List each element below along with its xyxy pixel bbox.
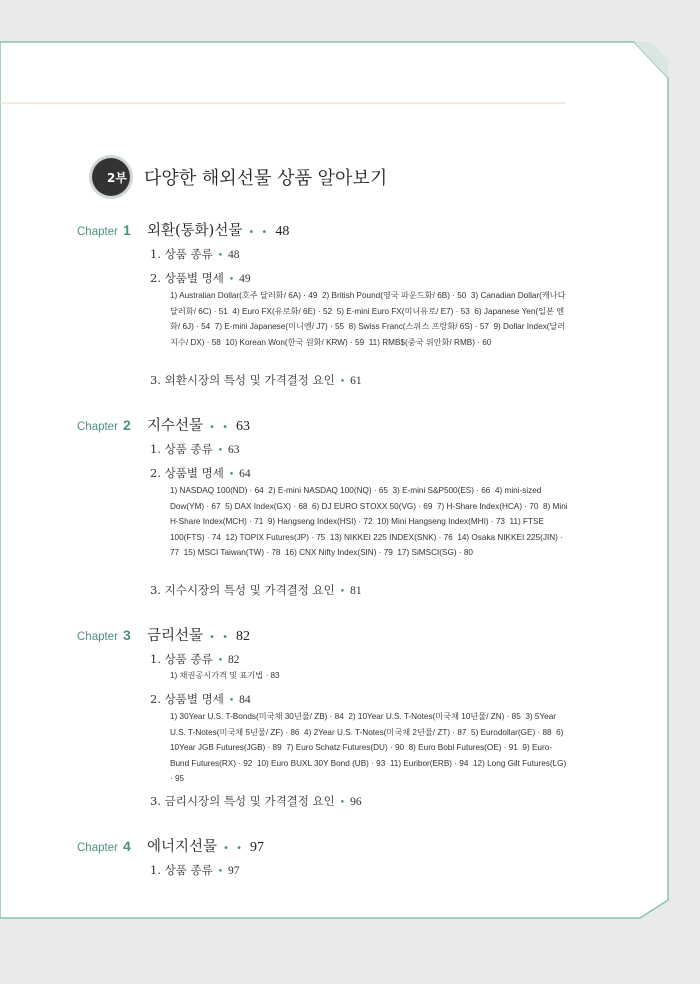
list-item: 12) Long Gilt Futures(LG) · 95: [170, 758, 567, 783]
list-item: 1) Australian Dollar(호주 달러화/ 6A) · 49: [170, 291, 318, 300]
section-2-3: 3. 지수시장의 특성 및 가격결정 요인 • 81: [150, 583, 362, 597]
list-item: 6) 10Year JGB Futures(JGB) · 89: [170, 727, 564, 752]
list-item: 11) Euribor(ERB) · 94: [389, 758, 469, 768]
list-item: 7) E-mini Japanese(미니엔/ J7) · 55: [214, 322, 345, 331]
list-item: 2) British Pound(영국 파운드화/ 6B) · 50: [321, 291, 467, 300]
section-1-3: 3. 외환시장의 특성 및 가격결정 요인 • 61: [150, 373, 362, 387]
chapter-page: 97: [250, 840, 265, 855]
list-item: 11) FTSE 100(FTS) · 74: [170, 517, 544, 542]
section-4-1: 1. 상품 종류 • 97: [150, 863, 240, 877]
chapter-page: 48: [275, 224, 290, 239]
part-badge: 2부: [92, 158, 130, 196]
list-item: 3) 5Year U.S. T-Notes(미국채 5년물/ ZF) · 86: [170, 712, 556, 737]
chapter-title: 지수선물: [147, 418, 204, 434]
list-item: 5) DAX Index(GX) · 68: [225, 501, 308, 511]
list-item: 1) NASDAQ 100(ND) · 64: [170, 486, 264, 495]
list-item: 8) Euro Bobl Futures(OE) · 91: [408, 743, 518, 752]
dot-leader: • •: [209, 422, 231, 433]
list-item: 16) CNX Nifty Index(SIN) · 79: [285, 548, 393, 557]
list-item: 5) E-mini Euro FX(미니유로/ E7) · 53: [336, 306, 470, 316]
list-item: 7) H-Share Index(HCA) · 70: [436, 501, 539, 511]
section-3-3: 3. 금리시장의 특성 및 가격결정 요인 • 96: [150, 794, 362, 808]
chapter-3-heading: [77, 624, 250, 645]
chapter-page: 63: [236, 419, 251, 434]
list-item: 11) RMB$(중국 위안화/ RMB) · 60: [368, 337, 492, 347]
list-item: 4) Euro FX(유로화/ 6E) · 52: [232, 306, 333, 316]
section-1-2: 2. 상품별 명세 • 49: [150, 271, 251, 285]
list-item: 1) 채권공시가격 및 표기법 · 83: [170, 671, 280, 680]
chapter-label: Chapter: [77, 226, 118, 238]
chapter-title: 외환(통화)선물: [147, 223, 243, 239]
chapter-label: Chapter: [77, 421, 118, 433]
list-item: 4) 2Year U.S. T-Notes(미국채 2년물/ ZT) · 87: [304, 727, 467, 737]
list-item: 10) Mini Hangseng Index(MHI) · 73: [377, 517, 505, 526]
list-item: 3) E-mini S&P500(ES) · 66: [392, 486, 491, 495]
list-item: 10) Korean Won(한국 원화/ KRW) · 59: [225, 337, 365, 347]
list-item: 8) Swiss Franc(스위스 프랑화/ 6S) · 57: [348, 322, 489, 331]
chapter-title: 에너지선물: [147, 839, 218, 855]
section-2-2-items: [170, 483, 570, 561]
list-item: 15) MSCI Taiwan(TW) · 78: [183, 548, 281, 557]
chapter-2-heading: [77, 414, 250, 435]
section-3-2: 2. 상품별 명세 • 84: [150, 692, 251, 706]
dot-leader: • •: [248, 227, 270, 238]
list-item: 6) DJ EURO STOXX 50(VG) · 69: [311, 501, 433, 511]
section-2-1: 1. 상품 종류 • 63: [150, 442, 240, 456]
list-item: 14) Osaka NIKKEI 225(JIN) · 77: [170, 532, 563, 557]
chapter-number: 1: [123, 222, 131, 238]
list-item: 13) NIKKEI 225 INDEX(SNK) · 76: [329, 532, 453, 542]
list-item: 7) Euro Schatz Futures(DU) · 90: [286, 743, 405, 752]
section-3-1: 1. 상품 종류 • 82: [150, 652, 240, 666]
list-item: 1) 30Year U.S. T-Bonds(미국채 30년물/ ZB) · 84: [170, 712, 344, 721]
chapter-number: 4: [123, 838, 131, 854]
part-title: 다양한 해외선물 상품 알아보기: [144, 168, 388, 189]
list-item: 9) Hangseng Index(HSI) · 72: [267, 517, 373, 526]
list-item: 4) mini-sized Dow(YM) · 67: [170, 486, 542, 511]
list-item: 9) Dollar Index(달러 지수/ DX) · 58: [170, 322, 566, 347]
list-item: 6) Japanese Yen(일본 엔화/ 6J) · 54: [170, 306, 565, 331]
list-item: 2) 10Year U.S. T-Notes(미국채 10년물/ ZN) · 85: [348, 712, 521, 721]
part-heading: [92, 158, 387, 196]
list-item: 10) Euro BUXL 30Y Bond (UB) · 93: [256, 758, 386, 768]
section-3-2-items: [170, 709, 570, 787]
chapter-label: Chapter: [77, 842, 118, 854]
section-1-1: 1. 상품 종류 • 48: [150, 247, 240, 261]
chapter-label: Chapter: [77, 631, 118, 643]
chapter-4-heading: [77, 835, 264, 856]
list-item: 5) Eurodollar(GE) · 88: [471, 727, 552, 737]
section-3-1-items: [170, 668, 570, 684]
chapter-title: 금리선물: [147, 628, 204, 644]
list-item: 12) TOPIX Futures(JP) · 75: [225, 532, 326, 542]
list-item: 17) SiMSCI(SG) · 80: [397, 548, 473, 557]
chapter-1-heading: [77, 219, 289, 240]
chapter-number: 2: [123, 417, 131, 433]
list-item: 8) Mini H-Share Index(MCH) · 71: [170, 501, 568, 526]
section-2-2: 2. 상품별 명세 • 64: [150, 466, 251, 480]
chapter-number: 3: [123, 627, 131, 643]
section-1-2-items: [170, 288, 570, 350]
chapter-page: 82: [236, 629, 251, 644]
dot-leader: • •: [223, 843, 245, 854]
list-item: 3) Canadian Dollar(캐나다 달러화/ 6C) · 51: [170, 291, 566, 316]
list-item: 9) Euro-Bund Futures(RX) · 92: [170, 743, 552, 768]
list-item: 2) E-mini NASDAQ 100(NQ) · 65: [268, 486, 388, 495]
dot-leader: • •: [209, 632, 231, 643]
